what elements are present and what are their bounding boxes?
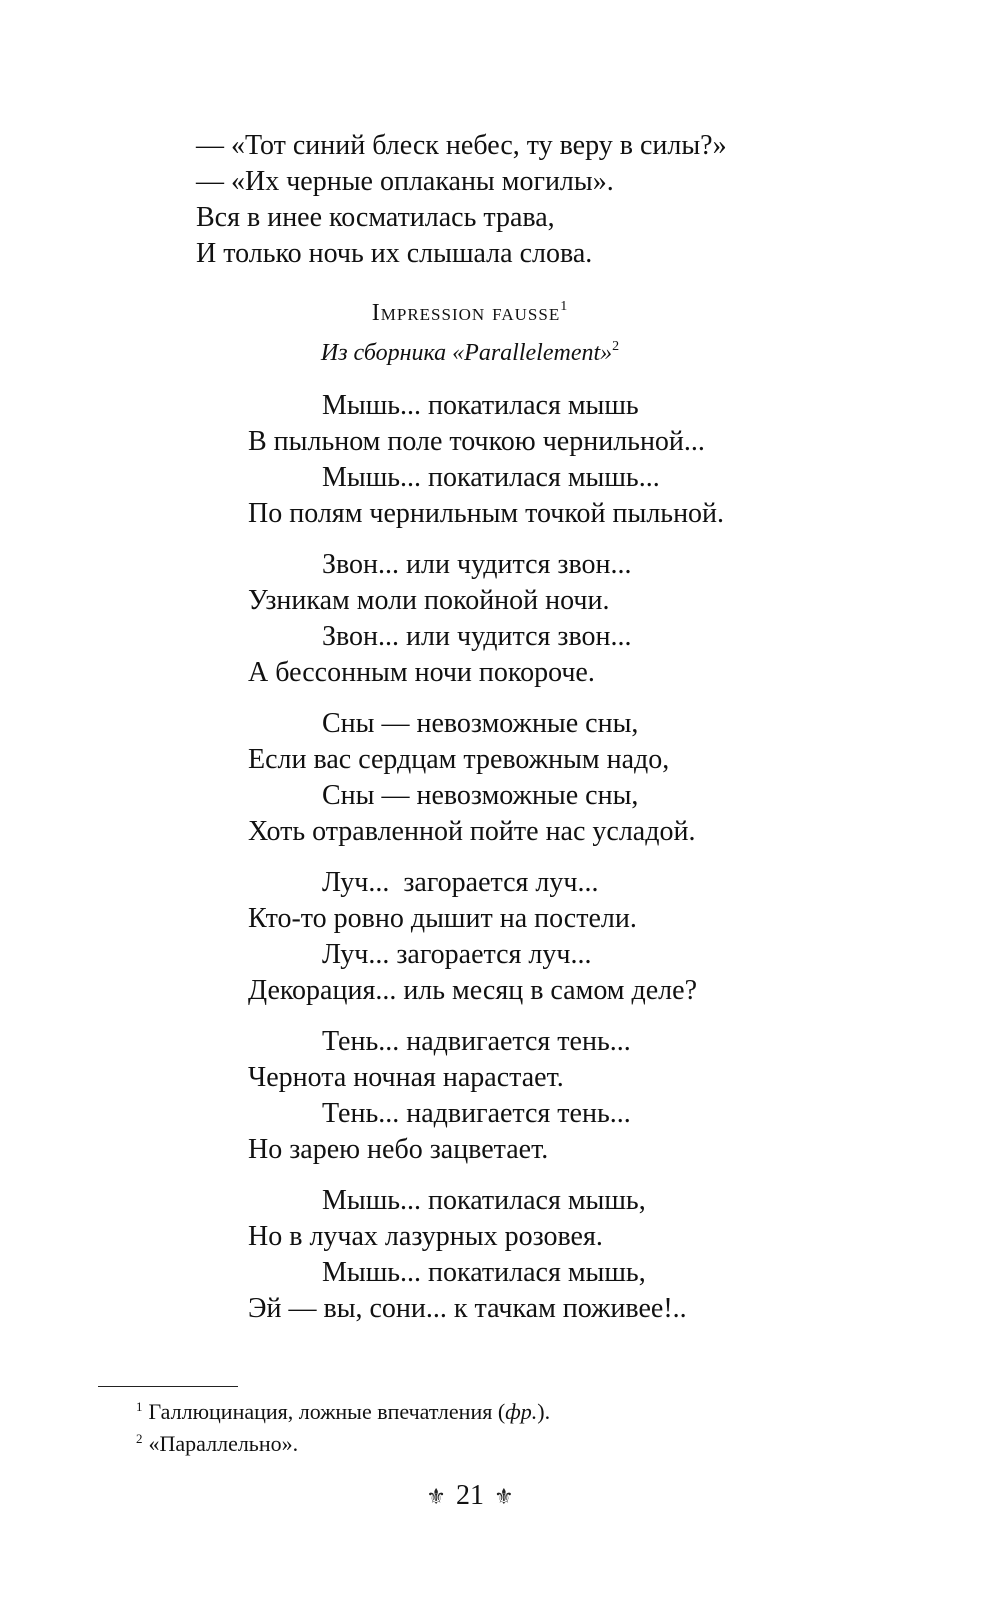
- verse-line: Мышь... покатилася мышь,: [322, 1185, 646, 1216]
- verse-line: Чернота ночная нарастает.: [248, 1062, 564, 1093]
- verse-line: Сны — невозможные сны,: [322, 708, 639, 739]
- verse-line: Звон... или чудится звон...: [322, 549, 632, 580]
- verse-line: Эй — вы, сони... к тачкам поживее!..: [248, 1293, 687, 1324]
- verse-line: Декорация... иль месяц в самом деле?: [248, 975, 698, 1006]
- footnote-ref: 1: [560, 299, 569, 314]
- verse-line: Кто-то ровно дышит на постели.: [248, 903, 637, 934]
- verse-line: Если вас сердцам тревожным надо,: [248, 744, 670, 775]
- footnote-mark: 1: [136, 1399, 143, 1414]
- verse-line: В пыльном поле точкою чернильной...: [248, 426, 705, 457]
- poem-title: Impression fausse$^1$: [371, 299, 569, 326]
- footnote-divider: [98, 1386, 238, 1387]
- verse-line: А бессонным ночи покороче.: [248, 657, 595, 688]
- verse-line: Мышь... покатилася мышь,: [322, 1257, 646, 1288]
- verse-line: Тень... надвигается тень...: [322, 1098, 631, 1129]
- verse-line: Узникам моли покойной ночи.: [248, 585, 610, 616]
- poem-subtitle: Из сборника «Parallelement»$^2$: [320, 339, 620, 366]
- verse-line: Но зарею небо зацветает.: [248, 1134, 549, 1165]
- intro-line: — «Их черные оплаканы могилы».: [196, 166, 614, 197]
- intro-line: Вся в инее косматилась трава,: [196, 202, 555, 233]
- page-number: 21: [456, 1480, 484, 1511]
- ornament-right-icon: ⚜: [494, 1484, 514, 1509]
- verse-line: Тень... надвигается тень...: [322, 1026, 631, 1057]
- footnote-1: $^1$ Галлюцинация, ложные впечатления (фр.).: [136, 1399, 551, 1424]
- footnote-2: $^2$ «Параллельно».: [136, 1431, 299, 1456]
- intro-line: — «Тот синий блеск небес, ту веру в силы?»: [196, 130, 727, 161]
- verse-line: Луч... загорается луч...: [322, 867, 599, 898]
- verse-line: Луч... загорается луч...: [322, 939, 592, 970]
- ornament-left-icon: ⚜: [426, 1484, 446, 1509]
- intro-line: И только ночь их слышала слова.: [196, 238, 593, 269]
- verse-line: По полям чернильным точкой пыльной.: [248, 498, 725, 529]
- verse-line: Но в лучах лазурных розовея.: [248, 1221, 603, 1252]
- verse-line: Сны — невозможные сны,: [322, 780, 639, 811]
- page-footer: [0, 1480, 940, 1512]
- verse-line: Мышь... покатилася мышь: [322, 390, 639, 421]
- verse-line: Хоть отравленной пойте нас усладой.: [248, 816, 696, 847]
- verse-line: Звон... или чудится звон...: [322, 621, 632, 652]
- verse-line: Мышь... покатилася мышь...: [322, 462, 660, 493]
- footnote-ref: 2: [612, 339, 620, 354]
- footnote-mark: 2: [136, 1431, 143, 1446]
